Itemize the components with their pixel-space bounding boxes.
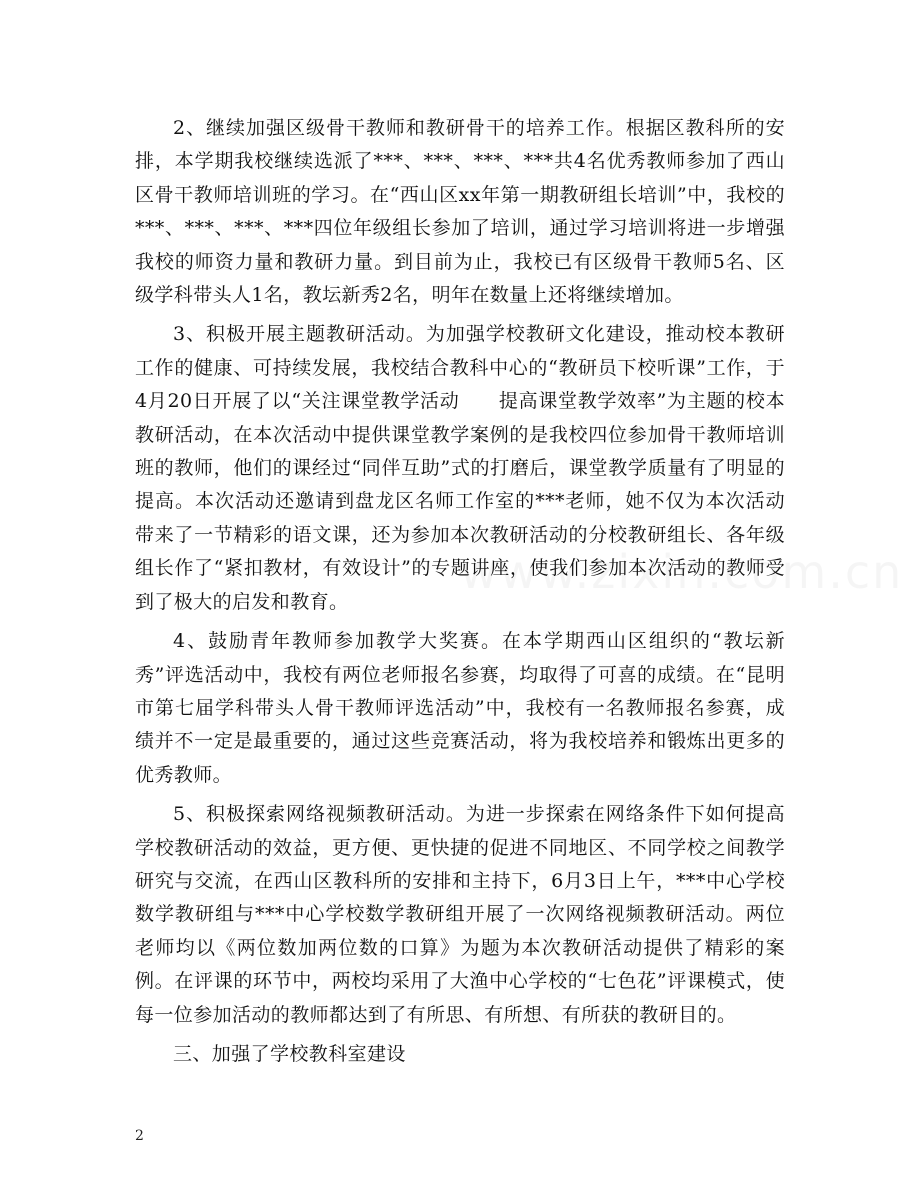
paragraph-4: 4、鼓励青年教师参加教学大奖赛。在本学期西山区组织的“教坛新秀”评选活动中，我校有两位老师报名参赛，均取得了可喜的成绩。在“昆明市第七届学科带头人骨干教师评选活动”中，我校有一名教师报名参赛，成绩并不一定是最重要的，通过这些竞赛活动，将为我校培养和锻炼出更多的优秀教师。 xyxy=(135,630,785,786)
page-number: 2 xyxy=(135,1128,144,1144)
paragraph-5: 5、积极探索网络视频教研活动。为进一步探索在网络条件下如何提高学校教研活动的效益，更方便、更快捷的促进不同地区、不同学校之间教学研究与交流，在西山区教科所的安排和主持下，6月3日上午，***中心学校数学教研组与***中心学校数学教研组开展了一次网络视频教研活动。两位老师均以《两位数加两位数的口算》为题为本次教研活动提供了精彩的案例。在评课的环节中，两校均采用了大渔中心学校的“七色花”评课模式，使每一位参加活动的教师都达到了有所思、有所想、有所获的教研目的。 xyxy=(135,803,785,1026)
paragraph-3: 3、积极开展主题教研活动。为加强学校教研文化建设，推动校本教研工作的健康、可持续发展，我校结合教科中心的“教研员下校听课”工作，于4月20日开展了以“关注课堂教学活动 提高课堂教学效率”为主题的校本教研活动，在本次活动中提供课堂教学案例的是我校四位参加骨干教师培训班的教师，他们的课经过“同伴互助”式的打磨后，课堂教学质量有了明显的提高。本次活动还邀请到盘龙区名师工作室的***老师，她不仅为本次活动带来了一节精彩的语文课，还为参加本次教研活动的分校教研组长、各年级组长作了“紧扣教材，有效设计”的专题讲座，使我们参加本次活动的教师受到了极大的启发和教育。 xyxy=(135,323,785,613)
document-body xyxy=(135,112,785,1077)
paragraph-2: 2、继续加强区级骨干教师和教研骨干的培养工作。根据区教科所的安排，本学期我校继续选派了***、***、***、***共4名优秀教师参加了西山区骨干教师培训班的学习。在“西山区xx年第一期教研组长培训”中，我校的***、***、***、***四位年级组长参加了培训，通过学习培训将进一步增强我校的师资力量和教研力量。到目前为止，我校已有区级骨干教师5名、区级学科带头人1名，教坛新秀2名，明年在数量上还将继续增加。 xyxy=(135,117,785,307)
section-heading: 三、加强了学校教科室建设 xyxy=(173,1042,406,1065)
